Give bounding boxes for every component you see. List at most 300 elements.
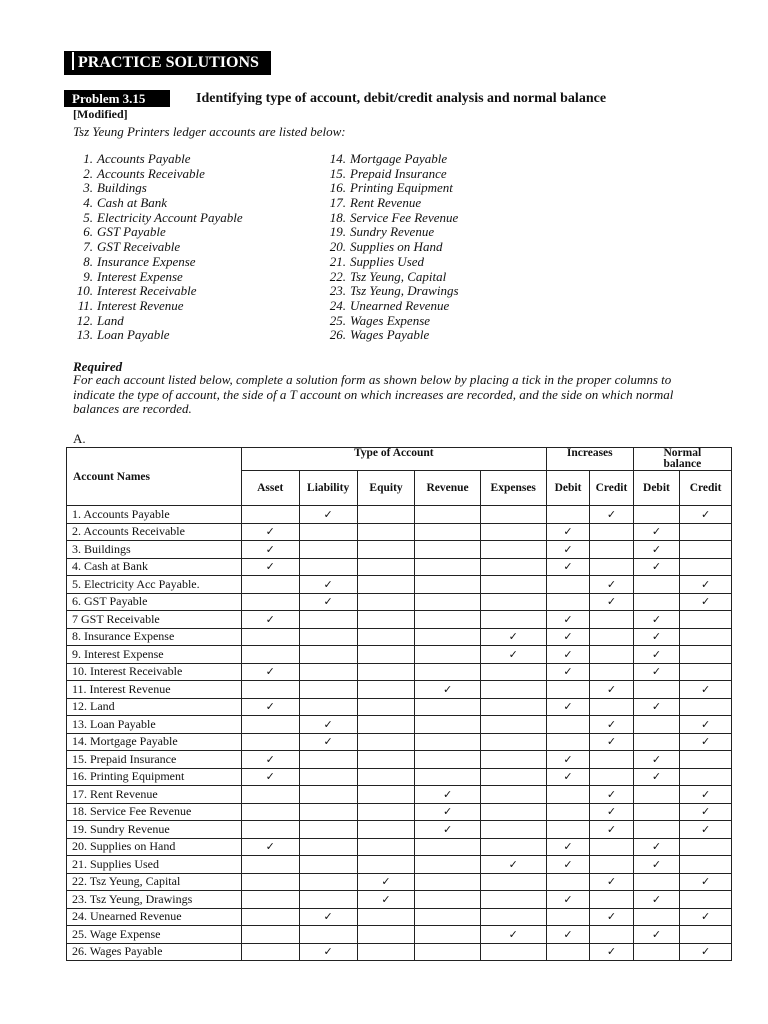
row-account-name: 9. Interest Expense xyxy=(67,646,242,664)
tick-cell xyxy=(299,646,357,664)
tick-cell xyxy=(415,576,480,594)
check-icon: ✓ xyxy=(563,927,573,941)
tick-cell xyxy=(480,576,546,594)
account-number: 14. xyxy=(329,151,346,166)
check-icon: ✓ xyxy=(265,752,275,766)
tick-cell xyxy=(633,908,680,926)
tick-cell xyxy=(480,873,546,891)
tick-cell xyxy=(241,856,299,874)
account-list-item xyxy=(328,270,459,285)
row-account-name: 19. Sundry Revenue xyxy=(67,821,242,839)
tick-cell xyxy=(480,856,546,874)
check-icon: ✓ xyxy=(508,630,518,644)
tick-cell xyxy=(299,541,357,559)
check-icon: ✓ xyxy=(563,542,573,556)
tick-cell xyxy=(357,576,415,594)
check-icon: ✓ xyxy=(323,577,333,591)
account-list-item xyxy=(75,284,243,299)
check-icon: ✓ xyxy=(442,682,453,696)
table-row xyxy=(67,558,732,576)
check-icon: ✓ xyxy=(265,525,275,539)
table-row xyxy=(67,716,732,734)
tick-cell xyxy=(480,593,546,611)
tick-cell xyxy=(415,891,480,909)
col-normal-credit: Credit xyxy=(680,471,732,506)
table-row xyxy=(67,611,732,629)
tick-cell xyxy=(241,733,299,751)
tick-cell xyxy=(633,663,680,681)
account-list-item xyxy=(328,299,459,314)
tick-cell xyxy=(680,821,732,839)
tick-cell xyxy=(633,768,680,786)
table-row xyxy=(67,576,732,594)
tick-cell xyxy=(299,908,357,926)
tick-cell xyxy=(415,838,480,856)
check-icon: ✓ xyxy=(700,822,711,836)
check-icon: ✓ xyxy=(563,770,573,784)
check-icon: ✓ xyxy=(265,560,275,574)
col-expenses: Expenses xyxy=(480,471,546,506)
tick-cell xyxy=(415,786,480,804)
tick-cell xyxy=(633,821,680,839)
account-name: Supplies on Hand xyxy=(350,239,443,255)
account-list-item xyxy=(75,299,243,314)
tick-cell xyxy=(680,593,732,611)
account-number: 18. xyxy=(329,209,346,225)
account-name: Mortgage Payable xyxy=(350,151,448,166)
check-icon: ✓ xyxy=(508,927,518,941)
check-icon: ✓ xyxy=(265,665,275,679)
tick-cell xyxy=(357,698,415,716)
check-icon: ✓ xyxy=(651,857,662,871)
tick-cell xyxy=(415,541,480,559)
tick-cell xyxy=(680,506,732,524)
tick-cell xyxy=(241,663,299,681)
check-icon: ✓ xyxy=(563,892,573,906)
tick-cell xyxy=(299,663,357,681)
account-list-item xyxy=(75,167,243,182)
check-icon: ✓ xyxy=(700,945,711,959)
normal-balance-header xyxy=(633,448,731,471)
check-icon: ✓ xyxy=(651,927,662,941)
tick-cell xyxy=(590,873,633,891)
tick-cell xyxy=(357,733,415,751)
tick-cell xyxy=(633,926,680,944)
row-account-name: 4. Cash at Bank xyxy=(67,558,242,576)
tick-cell xyxy=(241,628,299,646)
tick-cell xyxy=(590,733,633,751)
check-icon: ✓ xyxy=(700,577,711,591)
account-list-right xyxy=(328,152,459,343)
tick-cell xyxy=(680,698,732,716)
check-icon: ✓ xyxy=(265,770,275,784)
account-number: 13. xyxy=(76,327,93,343)
table-row xyxy=(67,541,732,559)
account-names-header: Account Names xyxy=(67,448,242,506)
tick-cell xyxy=(633,733,680,751)
problem-label: Problem 3.15 xyxy=(64,90,170,107)
tick-cell xyxy=(680,751,732,769)
tick-cell xyxy=(546,698,589,716)
check-icon: ✓ xyxy=(563,840,573,854)
banner-bar xyxy=(72,52,74,70)
row-account-name: 26. Wages Payable xyxy=(67,943,242,961)
account-list-item xyxy=(328,181,459,196)
tick-cell xyxy=(546,576,589,594)
tick-cell xyxy=(299,523,357,541)
tick-cell xyxy=(415,506,480,524)
account-name: GST Payable xyxy=(97,224,166,240)
tick-cell xyxy=(357,821,415,839)
account-name: Interest Expense xyxy=(97,268,183,284)
tick-cell xyxy=(590,838,633,856)
tick-cell xyxy=(590,821,633,839)
tick-cell xyxy=(590,628,633,646)
account-name: Insurance Expense xyxy=(97,253,196,269)
check-icon: ✓ xyxy=(651,892,662,906)
banner-text: PRACTICE SOLUTIONS xyxy=(78,54,259,71)
check-icon: ✓ xyxy=(442,822,453,836)
tick-cell xyxy=(480,751,546,769)
tick-cell xyxy=(415,558,480,576)
check-icon: ✓ xyxy=(563,647,573,661)
tick-cell xyxy=(480,698,546,716)
tick-cell xyxy=(633,558,680,576)
check-icon: ✓ xyxy=(700,787,711,801)
tick-cell xyxy=(480,663,546,681)
tick-cell xyxy=(241,506,299,524)
tick-cell xyxy=(299,506,357,524)
account-name: Sundry Revenue xyxy=(350,224,435,240)
tick-cell xyxy=(546,768,589,786)
tick-cell xyxy=(590,716,633,734)
tick-cell xyxy=(680,943,732,961)
account-name: Electricity Account Payable xyxy=(97,209,243,225)
tick-cell xyxy=(546,943,589,961)
table-row xyxy=(67,786,732,804)
tick-cell xyxy=(299,593,357,611)
account-number: 6. xyxy=(83,224,93,240)
account-name: Tsz Yeung, Drawings xyxy=(350,283,459,299)
tick-cell xyxy=(357,891,415,909)
tick-cell xyxy=(299,558,357,576)
tick-cell xyxy=(415,523,480,541)
section-label: A. xyxy=(73,431,86,446)
account-number: 19. xyxy=(329,224,346,240)
tick-cell xyxy=(680,838,732,856)
check-icon: ✓ xyxy=(651,647,662,661)
tick-cell xyxy=(241,681,299,699)
check-icon: ✓ xyxy=(323,945,333,959)
solution-table xyxy=(66,447,732,961)
tick-cell xyxy=(633,838,680,856)
tick-cell xyxy=(357,786,415,804)
tick-cell xyxy=(299,803,357,821)
tick-cell xyxy=(480,786,546,804)
check-icon: ✓ xyxy=(606,717,617,731)
table-row xyxy=(67,926,732,944)
tick-cell xyxy=(241,786,299,804)
tick-cell xyxy=(680,716,732,734)
tick-cell xyxy=(241,803,299,821)
required-text: For each account listed below, complete a solution form as shown below by placing a tick in the proper columns to indicate the type of account, the side of a T account on which increases are recorded, and the side on which normal balances are recorded. xyxy=(73,372,674,417)
check-icon: ✓ xyxy=(700,507,711,521)
account-name: Loan Payable xyxy=(97,327,170,343)
tick-cell xyxy=(546,506,589,524)
tick-cell xyxy=(357,681,415,699)
account-number: 26. xyxy=(329,327,346,343)
check-icon: ✓ xyxy=(563,857,573,871)
tick-cell xyxy=(357,663,415,681)
modified-note: [Modified] xyxy=(73,107,128,121)
check-icon: ✓ xyxy=(606,945,617,959)
tick-cell xyxy=(357,803,415,821)
check-icon: ✓ xyxy=(265,612,275,626)
tick-cell xyxy=(546,733,589,751)
tick-cell xyxy=(546,873,589,891)
tick-cell xyxy=(357,873,415,891)
account-number: 9. xyxy=(83,268,93,284)
tick-cell xyxy=(680,541,732,559)
tick-cell xyxy=(633,541,680,559)
tick-cell xyxy=(590,506,633,524)
row-account-name: 22. Tsz Yeung, Capital xyxy=(67,873,242,891)
account-list-item xyxy=(75,240,243,255)
tick-cell xyxy=(357,943,415,961)
tick-cell xyxy=(299,926,357,944)
tick-cell xyxy=(633,751,680,769)
solution-table-body xyxy=(67,506,732,961)
tick-cell xyxy=(633,856,680,874)
check-icon: ✓ xyxy=(651,700,662,714)
check-icon: ✓ xyxy=(651,665,662,679)
problem-header xyxy=(64,90,764,108)
page-banner xyxy=(64,51,271,75)
tick-cell xyxy=(590,943,633,961)
tick-cell xyxy=(357,628,415,646)
row-account-name: 16. Printing Equipment xyxy=(67,768,242,786)
account-list-item xyxy=(75,270,243,285)
row-account-name: 15. Prepaid Insurance xyxy=(67,751,242,769)
tick-cell xyxy=(299,943,357,961)
row-account-name: 13. Loan Payable xyxy=(67,716,242,734)
table-row xyxy=(67,681,732,699)
check-icon: ✓ xyxy=(606,595,617,609)
col-equity: Equity xyxy=(357,471,415,506)
tick-cell xyxy=(415,803,480,821)
tick-cell xyxy=(241,908,299,926)
tick-cell xyxy=(546,926,589,944)
tick-cell xyxy=(357,593,415,611)
tick-cell xyxy=(241,576,299,594)
tick-cell xyxy=(299,768,357,786)
check-icon: ✓ xyxy=(323,507,333,521)
account-number: 7. xyxy=(83,239,93,255)
row-account-name: 7 GST Receivable xyxy=(67,611,242,629)
account-name: Wages Payable xyxy=(350,327,430,343)
tick-cell xyxy=(590,646,633,664)
account-list-item xyxy=(328,167,459,182)
normal-header-line2: balance xyxy=(663,458,702,470)
check-icon: ✓ xyxy=(606,875,617,889)
table-row xyxy=(67,838,732,856)
tick-cell xyxy=(415,628,480,646)
table-row xyxy=(67,523,732,541)
tick-cell xyxy=(590,751,633,769)
account-list-item xyxy=(75,152,243,167)
account-number: 23. xyxy=(329,283,346,299)
check-icon: ✓ xyxy=(265,542,275,556)
row-account-name: 25. Wage Expense xyxy=(67,926,242,944)
account-name: Tsz Yeung, Capital xyxy=(350,268,447,284)
tick-cell xyxy=(480,681,546,699)
tick-cell xyxy=(590,576,633,594)
account-name: Accounts Payable xyxy=(97,151,191,166)
tick-cell xyxy=(241,611,299,629)
tick-cell xyxy=(415,908,480,926)
account-number: 21. xyxy=(329,253,346,269)
account-number: 15. xyxy=(329,165,346,181)
check-icon: ✓ xyxy=(606,735,617,749)
account-name: Printing Equipment xyxy=(350,180,453,196)
check-icon: ✓ xyxy=(563,752,573,766)
check-icon: ✓ xyxy=(700,805,711,819)
tick-cell xyxy=(633,803,680,821)
check-icon: ✓ xyxy=(265,840,275,854)
tick-cell xyxy=(357,768,415,786)
account-list-item xyxy=(328,240,459,255)
tick-cell xyxy=(680,558,732,576)
table-row xyxy=(67,821,732,839)
col-liability: Liability xyxy=(299,471,357,506)
tick-cell xyxy=(299,611,357,629)
table-row xyxy=(67,768,732,786)
account-number: 5. xyxy=(83,209,93,225)
check-icon: ✓ xyxy=(606,787,617,801)
tick-cell xyxy=(299,698,357,716)
check-icon: ✓ xyxy=(651,752,662,766)
table-row xyxy=(67,593,732,611)
tick-cell xyxy=(633,716,680,734)
account-list-item xyxy=(328,196,459,211)
tick-cell xyxy=(546,908,589,926)
check-icon: ✓ xyxy=(381,875,391,889)
account-name: Land xyxy=(97,312,124,328)
row-account-name: 21. Supplies Used xyxy=(67,856,242,874)
account-name: Wages Expense xyxy=(350,312,431,328)
tick-cell xyxy=(546,523,589,541)
tick-cell xyxy=(590,593,633,611)
check-icon: ✓ xyxy=(563,665,573,679)
tick-cell xyxy=(299,751,357,769)
row-account-name: 12. Land xyxy=(67,698,242,716)
account-list-item xyxy=(328,211,459,226)
check-icon: ✓ xyxy=(700,910,711,924)
tick-cell xyxy=(241,891,299,909)
tick-cell xyxy=(546,558,589,576)
row-account-name: 8. Insurance Expense xyxy=(67,628,242,646)
check-icon: ✓ xyxy=(381,892,391,906)
tick-cell xyxy=(480,646,546,664)
tick-cell xyxy=(299,716,357,734)
tick-cell xyxy=(480,506,546,524)
tick-cell xyxy=(680,681,732,699)
tick-cell xyxy=(241,943,299,961)
tick-cell xyxy=(546,891,589,909)
tick-cell xyxy=(480,908,546,926)
row-account-name: 10. Interest Receivable xyxy=(67,663,242,681)
account-number: 16. xyxy=(329,180,346,196)
row-account-name: 20. Supplies on Hand xyxy=(67,838,242,856)
tick-cell xyxy=(546,663,589,681)
tick-cell xyxy=(590,891,633,909)
tick-cell xyxy=(480,523,546,541)
row-account-name: 6. GST Payable xyxy=(67,593,242,611)
check-icon: ✓ xyxy=(563,560,573,574)
check-icon: ✓ xyxy=(508,647,518,661)
account-list-left xyxy=(75,152,243,343)
tick-cell xyxy=(357,751,415,769)
tick-cell xyxy=(241,768,299,786)
check-icon: ✓ xyxy=(508,857,518,871)
tick-cell xyxy=(546,628,589,646)
tick-cell xyxy=(241,716,299,734)
account-list-item xyxy=(328,152,459,167)
tick-cell xyxy=(299,681,357,699)
check-icon: ✓ xyxy=(442,787,453,801)
tick-cell xyxy=(241,646,299,664)
tick-cell xyxy=(357,541,415,559)
table-row xyxy=(67,733,732,751)
problem-title: Identifying type of account, debit/credit analysis and normal balance xyxy=(196,91,607,106)
account-number: 1. xyxy=(83,151,93,166)
account-list-item xyxy=(328,225,459,240)
table-row xyxy=(67,698,732,716)
tick-cell xyxy=(357,838,415,856)
tick-cell xyxy=(480,891,546,909)
tick-cell xyxy=(546,716,589,734)
tick-cell xyxy=(680,576,732,594)
check-icon: ✓ xyxy=(323,717,333,731)
table-row xyxy=(67,908,732,926)
tick-cell xyxy=(415,593,480,611)
account-number: 17. xyxy=(329,195,346,211)
tick-cell xyxy=(415,821,480,839)
tick-cell xyxy=(680,768,732,786)
tick-cell xyxy=(357,926,415,944)
table-row xyxy=(67,646,732,664)
intro-text: Tsz Yeung Printers ledger accounts are listed below: xyxy=(73,124,346,139)
check-icon: ✓ xyxy=(265,700,275,714)
check-icon: ✓ xyxy=(606,507,617,521)
tick-cell xyxy=(357,558,415,576)
tick-cell xyxy=(480,558,546,576)
check-icon: ✓ xyxy=(563,700,573,714)
check-icon: ✓ xyxy=(651,770,662,784)
tick-cell xyxy=(680,856,732,874)
tick-cell xyxy=(633,786,680,804)
tick-cell xyxy=(415,681,480,699)
tick-cell xyxy=(680,803,732,821)
normal-header-line1: Normal xyxy=(663,447,702,459)
check-icon: ✓ xyxy=(442,805,453,819)
account-name: Interest Revenue xyxy=(97,297,184,313)
tick-cell xyxy=(590,681,633,699)
account-list-item xyxy=(75,181,243,196)
tick-cell xyxy=(480,926,546,944)
tick-cell xyxy=(480,541,546,559)
table-row xyxy=(67,751,732,769)
